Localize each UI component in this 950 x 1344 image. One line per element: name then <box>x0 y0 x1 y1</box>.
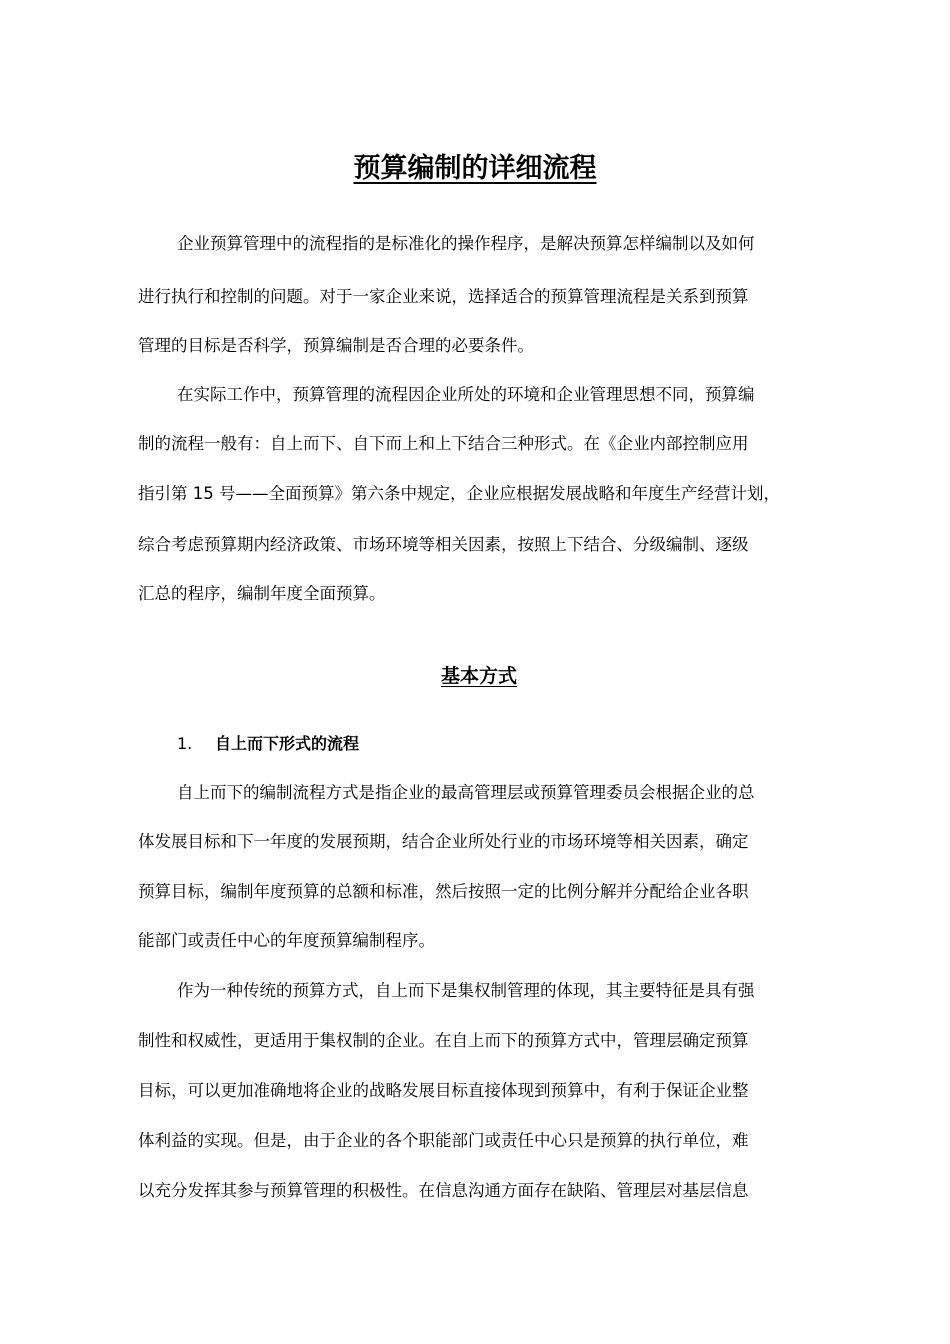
subsection-paragraph-1-line-4: 能部门或责任中心的年度预算编制程序。 <box>138 931 435 950</box>
subsection-paragraph-2-line-5: 以充分发挥其参与预算管理的积极性。在信息沟通方面存在缺陷、管理层对基层信息 <box>138 1181 749 1200</box>
subsection-paragraph-2-line-3: 目标，可以更加准确地将企业的战略发展目标直接体现到预算中，有利于保证企业整 <box>138 1081 749 1100</box>
subsection-title: 自上而下形式的流程 <box>215 734 360 753</box>
subsection-heading <box>177 733 359 755</box>
subsection-number: 1. <box>177 734 193 753</box>
subsection-paragraph-1-line-3: 预算目标，编制年度预算的总额和标准，然后按照一定的比例分解并分配给企业各职 <box>138 882 749 901</box>
section-heading: 基本方式 <box>440 665 517 687</box>
subsection-paragraph-1-line-1: 自上而下的编制流程方式是指企业的最高管理层或预算管理委员会根据企业的总 <box>177 783 755 802</box>
intro-paragraph-2-line-2: 制的流程一般有：自上而下、自下而上和上下结合三种形式。在《企业内部控制应用 <box>138 434 749 453</box>
document-title: 预算编制的详细流程 <box>353 153 597 184</box>
intro-paragraph-2-line-3: 指引第 15 号——全面预算》第六条中规定，企业应根据发展战略和年度生产经营计划， <box>138 484 780 503</box>
intro-paragraph-2-line-4: 综合考虑预算期内经济政策、市场环境等相关因素，按照上下结合、分级编制、逐级 <box>138 535 749 554</box>
subsection-paragraph-2-line-2: 制性和权威性，更适用于集权制的企业。在自上而下的预算方式中，管理层确定预算 <box>138 1031 749 1050</box>
intro-paragraph-2-line-5: 汇总的程序，编制年度全面预算。 <box>138 584 386 603</box>
intro-paragraph-1-line-2: 进行执行和控制的问题。对于一家企业来说，选择适合的预算管理流程是关系到预算 <box>138 287 749 306</box>
subsection-paragraph-2-line-1: 作为一种传统的预算方式，自上而下是集权制管理的体现，其主要特征是具有强 <box>177 981 755 1000</box>
intro-paragraph-2-line-1: 在实际工作中，预算管理的流程因企业所处的环境和企业管理思想不同，预算编 <box>177 385 755 404</box>
subsection-paragraph-2-line-4: 体利益的实现。但是，由于企业的各个职能部门或责任中心只是预算的执行单位，难 <box>138 1131 749 1150</box>
intro-paragraph-1-line-3: 管理的目标是否科学，预算编制是否合理的必要条件。 <box>138 336 534 355</box>
intro-paragraph-1-line-1: 企业预算管理中的流程指的是标准化的操作程序，是解决预算怎样编制以及如何 <box>177 234 755 253</box>
subsection-paragraph-1-line-2: 体发展目标和下一年度的发展预期，结合企业所处行业的市场环境等相关因素，确定 <box>138 832 749 851</box>
